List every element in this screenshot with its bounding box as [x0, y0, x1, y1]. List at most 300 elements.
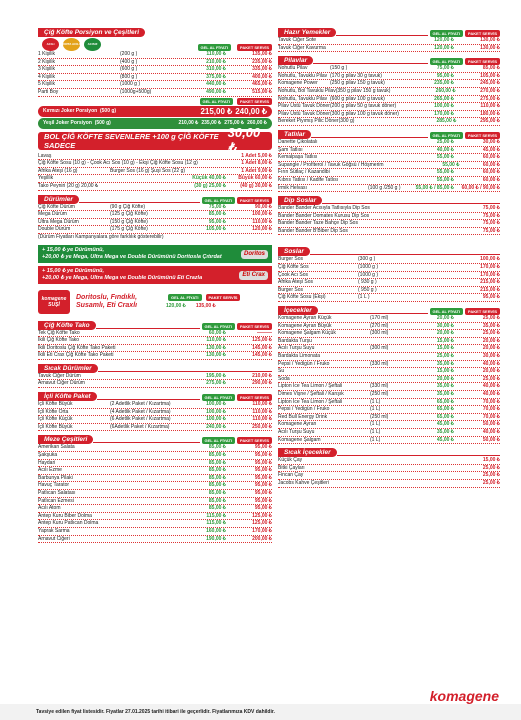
- price-gel-al: 190,00 ₺: [206, 535, 226, 542]
- menu-row: [278, 287, 500, 295]
- right-column: [278, 24, 500, 488]
- price-paket: 60,00 ₺ / 90,00 ₺: [461, 184, 500, 191]
- price-paket: 95,00 ₺: [254, 497, 272, 504]
- price-paket: 110,00 ₺: [252, 408, 272, 415]
- price-gel-al: 85,00 ₺: [208, 490, 226, 496]
- item-name: Havuç Tarator: [38, 482, 70, 489]
- item-desc: (270 ml): [370, 322, 389, 329]
- price-gel-al: [408, 294, 454, 301]
- item-desc: [398, 465, 408, 472]
- item-name: Jacobs Kahve Çeşitleri: [278, 479, 329, 486]
- price-paket: 60,00 ₺: [482, 161, 500, 168]
- price-gel-al: 110,00 ₺: [206, 51, 226, 57]
- item-name: Çiğ Köfte Sosu (10 g) - Çook Acı Sos (10 g) - Ekşi Çiğ Köfte Sosu (12 g): [38, 160, 198, 167]
- menu-row: [38, 528, 272, 536]
- price-gel-al: 20,00 ₺: [436, 315, 454, 322]
- price-paket: 90,00 ₺: [254, 203, 272, 210]
- item-name: Afrika Ateşi (16 g): [38, 167, 78, 174]
- price-paket: 170,00 ₺: [480, 271, 500, 278]
- item-desc: [398, 213, 408, 220]
- item-desc: [398, 45, 408, 52]
- price-paket: 110,00 ₺: [252, 416, 272, 423]
- price-gel-al: 115,00 ₺: [206, 520, 226, 527]
- durum-col-paket: PAKET SERVİS: [237, 197, 272, 204]
- item-name: Tako Peyniri (20 g) 20,00 ₺: [38, 182, 99, 189]
- price-gel-al: 15,00 ₺: [436, 345, 454, 352]
- menu-row: [278, 465, 500, 473]
- menu-row: [278, 103, 500, 111]
- menu-row: [38, 409, 272, 417]
- item-desc: (6 Adetlik Paket / Kızartma): [110, 416, 171, 423]
- item-name: Antep Kuru Biber Dolma: [38, 512, 92, 519]
- item-name: Çiğ Köfte Sosu (Ekşi): [278, 294, 326, 301]
- menu-row: [278, 421, 500, 429]
- menu-row: [38, 168, 272, 176]
- item-name: Bereket Piyımış Pilic Döner: [278, 118, 339, 125]
- item-desc: [370, 353, 408, 360]
- price-gel-al: 375,00 ₺: [206, 73, 226, 80]
- price-paket: 235,00 ₺: [252, 58, 272, 65]
- price-paket: 25,00 ₺: [482, 375, 500, 382]
- tako-col-gel-al: GEL AL FİYATI: [202, 323, 236, 330]
- price-gel-al: [224, 160, 241, 167]
- menu-row: [278, 315, 500, 323]
- price-gel-al: 130,00 ₺: [206, 352, 226, 359]
- item-desc: (200 g ): [120, 51, 138, 57]
- menu-row: [38, 211, 272, 219]
- price-paket: 95,00 ₺: [254, 490, 272, 496]
- price-gel-al: [408, 256, 454, 263]
- tatli-rows: [278, 139, 500, 192]
- paket-rows: [38, 401, 272, 431]
- item-desc: (1 L): [370, 428, 381, 435]
- item-name: 2 Kişilik: [38, 58, 55, 65]
- price-paket: 95,00 ₺: [254, 505, 272, 512]
- joker1-label: Kırmızı Joker Porsiyon: [43, 108, 98, 115]
- item-name: Burger Sos: [278, 286, 304, 293]
- menu-row: [278, 118, 500, 126]
- price-gel-al: 105,00 ₺: [206, 226, 226, 233]
- price-gel-al: 490,00 ₺: [206, 88, 226, 95]
- meze-title: Meze Çeşitleri: [38, 435, 93, 444]
- price-gel-al: 15,00 ₺: [436, 368, 454, 375]
- price-gel-al: 45,00 ₺: [436, 436, 454, 443]
- item-desc: [368, 139, 408, 146]
- item-name: Çook Acı Sos: [278, 271, 309, 278]
- item-name: Patlıcan Ezmesi: [38, 497, 74, 504]
- price-gel-al: [408, 480, 454, 487]
- item-desc: (2 Adetlik Paket / Kızartma): [110, 401, 171, 408]
- menu-row: [38, 373, 272, 381]
- durum-note-text: (Dürüm Fiyatları Kampanyalara göre farklılık gösterebilir): [38, 233, 164, 240]
- price-paket: 130,00 ₺: [480, 37, 500, 43]
- price-gel-al: 65,00 ₺: [436, 413, 454, 420]
- spice-badges: [42, 38, 272, 51]
- price-gel-al: 35,00 ₺: [436, 428, 454, 435]
- item-desc: (400 g ): [120, 58, 138, 65]
- menu-row: [278, 37, 500, 45]
- susi-p1: 120,00 ₺: [166, 303, 186, 309]
- menu-row: [38, 513, 272, 521]
- item-desc: (1 L ): [358, 294, 370, 301]
- dip-title: Dip Soslar: [278, 196, 322, 205]
- price-paket: 85,00 ₺: [482, 65, 500, 72]
- item-name: Pepsi / Yedigün / Fruko: [278, 360, 330, 367]
- price-gel-al: [180, 168, 226, 175]
- menu-row: [38, 226, 272, 234]
- pilav-col-gel-al: GEL AL FİYATI: [430, 58, 464, 65]
- kirmizi-joker: [38, 106, 272, 117]
- menu-row: [278, 80, 500, 88]
- menu-row: [278, 45, 500, 53]
- menu-row: [278, 220, 500, 228]
- price-gel-al: 30,00 ₺: [436, 322, 454, 329]
- menu-row: [38, 337, 272, 345]
- menu-row: [38, 153, 272, 161]
- price-gel-al: 95,00 ₺: [436, 72, 454, 79]
- price-paket: 30,00 ₺: [482, 138, 500, 145]
- item-name: İçli Köfte Orta: [38, 408, 69, 415]
- price-paket: 125,00 ₺: [252, 520, 272, 527]
- price-gel-al: [180, 153, 226, 160]
- price-paket: 95,00 ₺: [254, 444, 272, 451]
- menu-row: [278, 213, 500, 221]
- item-desc: (1000 g ): [358, 264, 379, 271]
- price-paket: 145,00 ₺: [252, 352, 272, 359]
- menu-row: [278, 272, 500, 280]
- icecek-header-row: [278, 305, 500, 315]
- price-gel-al: 55,00 ₺ / 85,00 ₺: [415, 184, 454, 191]
- footer: Tavsiye edilen fiyat listesidir. Fiyatlar 27.01.2025 tarihi itibari ile geçerlidir. Fiyatlarımıza KDV dahildir.: [0, 704, 521, 720]
- sicak-icecek-title: Sıcak İçecekler: [278, 448, 337, 457]
- price-gel-al: [408, 205, 454, 212]
- item-name: Çiğ Köfte Dürüm: [38, 203, 75, 210]
- meze-header-row: [38, 434, 272, 444]
- sos-title: Soslar: [278, 247, 310, 256]
- price-paket: 20,00 ₺: [482, 337, 500, 344]
- item-name: Supangle / Profiterol / Tavuk Göğsü / Höşmerim: [278, 161, 384, 168]
- item-desc: [370, 338, 408, 345]
- item-desc: [398, 205, 408, 212]
- price-gel-al: 235,00 ₺: [434, 80, 454, 87]
- menu-row: [278, 361, 500, 369]
- item-name: Komagene Ayran Büyük: [278, 322, 332, 329]
- price-gel-al: 45,00 ₺: [436, 421, 454, 428]
- menu-row: [278, 162, 500, 170]
- item-desc: (170 ml): [370, 315, 389, 322]
- price-gel-al: 85,00 ₺: [208, 497, 226, 504]
- price-paket: 120,00 ₺: [252, 226, 272, 233]
- item-desc: [170, 498, 180, 505]
- price-paket: 70,00 ₺: [482, 398, 500, 405]
- sicak-icecek-rows: [278, 457, 500, 487]
- item-desc: [170, 482, 180, 489]
- price-paket: 25,00 ₺: [482, 472, 500, 479]
- item-name: Komagene Şalgam: [278, 436, 321, 443]
- price-paket: 170,00 ₺: [252, 527, 272, 534]
- item-desc: [170, 505, 180, 512]
- col-gel-al: GEL AL FİYATI: [198, 44, 232, 51]
- tako-title: Çiğ Köfte Tako: [38, 321, 96, 330]
- price-paket: 110,00 ₺: [252, 401, 272, 408]
- item-desc: (300 ml): [370, 330, 389, 337]
- item-name: Burger Sos: [278, 256, 304, 263]
- price-gel-al: [408, 287, 454, 294]
- menu-row: [278, 457, 500, 465]
- price-paket: 1 Adet 9,00 ₺: [241, 167, 272, 174]
- item-name: Bander Bander B'Biber Dip Sos: [278, 227, 348, 234]
- item-name: Pilav Üstü Tavuk Döner: [278, 110, 330, 117]
- doritos-logo: Doritos: [241, 250, 268, 259]
- brand-logo: komagene: [429, 688, 499, 704]
- price-gel-al: 115,00 ₺: [206, 512, 226, 519]
- item-name: Soda: [278, 375, 290, 382]
- price-paket: 110,00 ₺: [480, 103, 500, 110]
- susi-col-gel-al: GEL AL FİYATI: [168, 294, 202, 301]
- price-gel-al: 265,00 ₺: [434, 95, 454, 102]
- price-gel-al: 85,00 ₺: [208, 474, 226, 481]
- price-gel-al: 85,00 ₺: [208, 467, 226, 474]
- sadece-text: BOL ÇİĞ KÖFTE SEVENLERE +100 g ÇİĞ KÖFTE SADECE: [44, 131, 219, 150]
- menu-row: [278, 353, 500, 361]
- menu-row: [38, 401, 272, 409]
- item-desc: [368, 147, 408, 154]
- item-name: Pilav Üstü Tavuk Döner: [278, 103, 330, 110]
- item-name: Nohutlu Pilav: [278, 65, 308, 72]
- price-paket: 275,00 ₺: [480, 95, 500, 102]
- item-desc: [170, 520, 180, 527]
- price-paket: 1 Adet 5,00 ₺: [241, 152, 272, 159]
- menu-row: [278, 429, 500, 437]
- menu-row: [278, 228, 500, 236]
- price-paket: 75,00 ₺: [482, 227, 500, 234]
- price-paket: 95,00 ₺: [254, 474, 272, 481]
- item-name: Lipton Ice Tea Limon / Şeftali: [278, 398, 343, 405]
- paket-col-paket: PAKET SERVİS: [237, 394, 272, 401]
- meze-col-paket: PAKET SERVİS: [237, 437, 272, 444]
- item-name: Acılı Ezme: [38, 467, 62, 474]
- tako-col-paket: PAKET SERVİS: [237, 323, 272, 330]
- item-name: Amerikan Salata: [38, 444, 75, 451]
- item-desc: [368, 177, 408, 184]
- cig-kofte-title: Çiğ Köfte Porsiyon ve Çeşitleri: [38, 28, 145, 37]
- etcrax-promo: [38, 266, 272, 284]
- price-gel-al: [408, 279, 454, 286]
- item-name: 3 Kişilik: [38, 66, 55, 73]
- item-name: Şakşuka: [38, 452, 58, 459]
- hazir-col-paket: PAKET SERVİS: [465, 30, 500, 37]
- sicak-durum-rows: [38, 373, 272, 388]
- sicak-icecek-header-row: [278, 447, 500, 457]
- item-name: Bander Bander Acısıyla Tatlısıyla Dip Sos: [278, 205, 370, 212]
- menu-row: [278, 338, 500, 346]
- menu-row: [38, 536, 272, 544]
- item-desc: [398, 457, 408, 464]
- item-desc: (200 g pilav 50 g tavuk döner): [330, 103, 397, 110]
- menu-row: [278, 264, 500, 272]
- item-name: Acılı Turşu Suyu: [278, 428, 315, 435]
- item-name: Komagene Power: [278, 80, 318, 87]
- price-gel-al: 55,00 ₺: [436, 176, 454, 183]
- price-gel-al: 55,00 ₺: [442, 161, 460, 168]
- icecek-col-paket: PAKET SERVİS: [465, 308, 500, 315]
- price-gel-al: 260,00 ₺: [435, 87, 456, 94]
- price-gel-al: 285,00 ₺: [436, 118, 457, 125]
- price-gel-al: 65,00 ₺: [436, 398, 454, 405]
- price-paket: 25,00 ₺: [482, 330, 500, 337]
- item-name: Arnavut Ciğeri: [38, 535, 70, 542]
- price-paket: 30,00 ₺: [482, 353, 500, 359]
- item-name: Bander Bander Domates Kurusu Dip Sos: [278, 212, 370, 219]
- susi-p2: 135,00 ₺: [195, 303, 216, 309]
- menu-row: [38, 352, 272, 360]
- joker2-p3: 275,00 ₺: [224, 120, 245, 127]
- item-desc: Burger Sos (16 g) Şuşi Sos (22 g): [110, 167, 186, 174]
- price-paket: 40,00 ₺: [482, 383, 500, 390]
- item-desc: [370, 368, 408, 375]
- item-name: Nohutlu, Tavuklu Pilav: [278, 95, 328, 102]
- tatli-title: Tatlılar: [278, 130, 311, 139]
- menu-row: [278, 294, 500, 302]
- price-paket: 40,00 ₺: [482, 360, 500, 367]
- menu-row: [278, 406, 500, 414]
- badge-acili: ACILI: [42, 38, 59, 51]
- price-paket: ———: [257, 329, 272, 336]
- item-name: Haydari: [38, 459, 56, 466]
- item-name: Acılı Atom: [38, 505, 61, 512]
- price-paket: 25,00 ₺: [482, 479, 500, 486]
- joker1-weight: (500 g): [99, 108, 117, 115]
- pilav-col-paket: PAKET SERVİS: [465, 58, 500, 65]
- menu-row: [38, 51, 272, 59]
- item-name: Bitki Çayları: [278, 464, 305, 471]
- hazir-rows: [278, 37, 500, 52]
- menu-row: [38, 424, 272, 432]
- price-gel-al: 210,00 ₺: [206, 58, 226, 65]
- item-desc: [170, 345, 180, 352]
- item-name: Su: [278, 368, 285, 375]
- item-name: Bardakta Limonata: [278, 353, 320, 359]
- menu-row: [38, 505, 272, 513]
- item-desc: (1 L): [370, 398, 381, 405]
- item-desc: (1 L): [370, 421, 381, 428]
- price-gel-al: 110,00 ₺: [206, 337, 226, 344]
- price-paket: 75,00 ₺: [482, 205, 500, 212]
- price-gel-al: 60,00 ₺: [208, 329, 226, 336]
- sos-header-row: [278, 246, 500, 256]
- item-desc: (100 g /250 g ): [368, 184, 401, 191]
- item-desc: [170, 536, 180, 543]
- price-paket: 60,00 ₺: [482, 176, 500, 183]
- price-paket: 130,00 ₺: [480, 44, 500, 51]
- menu-row: [38, 498, 272, 506]
- item-desc: (150 g ): [330, 65, 348, 72]
- item-desc: [398, 472, 408, 479]
- promo1-line1: + 15,00 ₺ ye Dürümünü,: [42, 246, 105, 253]
- item-desc: (330 ml): [370, 383, 389, 390]
- joker1-p1: 215,00 ₺: [200, 106, 233, 116]
- menu-row: [38, 74, 272, 82]
- item-name: İkili Eti Crax Çiğ Köfte Tako Paketi: [38, 352, 114, 359]
- price-gel-al: 35,00 ₺: [436, 390, 454, 397]
- item-name: Parti Boy: [38, 88, 59, 95]
- item-desc: [170, 352, 180, 359]
- price-gel-al: 85,00 ₺: [208, 211, 226, 218]
- item-desc: (350 g pilav 150 g tavuk): [335, 87, 391, 94]
- price-paket: 250,00 ₺: [252, 423, 272, 430]
- tako-rows: [38, 330, 272, 360]
- item-name: İçli Köfte Büyük: [38, 423, 73, 430]
- item-name: 4 Kişilik: [38, 73, 55, 80]
- price-gel-al: [408, 213, 454, 220]
- price-gel-al: 25,00 ₺: [436, 138, 454, 145]
- icecek-col-gel-al: GEL AL FİYATI: [430, 308, 464, 315]
- price-gel-al: 170,00 ₺: [434, 110, 454, 117]
- sicak-durum-title: Sıcak Dürümler: [38, 364, 98, 373]
- item-desc: [110, 175, 180, 182]
- item-desc: (90 g Çiğ Köfte): [110, 203, 146, 210]
- item-name: Afrika Ateşi Sos: [278, 279, 314, 286]
- price-paket: 100,00 ₺: [480, 256, 500, 263]
- price-gel-al: [408, 472, 454, 479]
- item-desc: ( 950 g ): [358, 286, 377, 293]
- promo2-line1: + 15,00 ₺ ye Dürümünü,: [42, 267, 105, 274]
- item-name: Pepsi / Yedigün / Fruko: [278, 406, 330, 413]
- extras-rows: [38, 153, 272, 191]
- menu-row: [278, 88, 500, 96]
- price-gel-al: 100,00 ₺: [206, 416, 226, 423]
- price-gel-al: 120,00 ₺: [434, 44, 454, 51]
- item-desc: (1 L): [370, 436, 381, 443]
- menu-row: [278, 65, 500, 73]
- cig-kofte-rows: [38, 51, 272, 97]
- price-gel-al: 15,00 ₺: [436, 337, 454, 344]
- menu-row: [278, 480, 500, 488]
- menu-row: [278, 73, 500, 81]
- price-paket: 135,00 ₺: [252, 51, 272, 57]
- paket-col-gel-al: GEL AL FİYATI: [202, 394, 236, 401]
- pilav-rows: [278, 65, 500, 126]
- item-name: Antep Kuru Patlıcan Dolma: [38, 520, 99, 527]
- item-desc: [398, 480, 408, 487]
- paket-title: İçli Köfte Paket: [38, 392, 97, 401]
- price-gel-al: 95,00 ₺: [208, 218, 226, 225]
- price-gel-al: 55,00 ₺: [436, 169, 454, 176]
- item-name: Tavuk Ciğer Kavurma: [278, 44, 326, 51]
- item-name: Kıbrıs Tatlısı / Kadife Tatlısı: [278, 176, 339, 183]
- pilav-header-row: [278, 55, 500, 65]
- sos-rows: [278, 256, 500, 302]
- item-desc: (250 ml): [370, 390, 389, 397]
- item-desc: [110, 153, 180, 160]
- menu-row: [278, 177, 500, 185]
- price-gel-al: 85,00 ₺: [208, 505, 226, 512]
- price-paket: 125,00 ₺: [252, 337, 272, 344]
- joker2-p2: 235,00 ₺: [201, 120, 222, 127]
- menu-row: [278, 323, 500, 331]
- joker2-p1: 210,00 ₺: [178, 120, 199, 127]
- price-gel-al: 75,00 ₺: [436, 65, 454, 72]
- item-desc: [110, 183, 180, 190]
- price-gel-al: 55,00 ₺: [436, 154, 454, 161]
- price-paket: 215,00 ₺: [480, 279, 500, 286]
- price-gel-al: 440,00 ₺: [206, 81, 226, 88]
- susi-col-paket: PAKET SERVİS: [206, 294, 241, 301]
- price-paket: 75,00 ₺: [482, 220, 500, 227]
- price-paket: 35,00 ₺: [482, 322, 500, 329]
- tako-header-row: [38, 320, 272, 330]
- tatli-col-paket: PAKET SERVİS: [465, 132, 500, 139]
